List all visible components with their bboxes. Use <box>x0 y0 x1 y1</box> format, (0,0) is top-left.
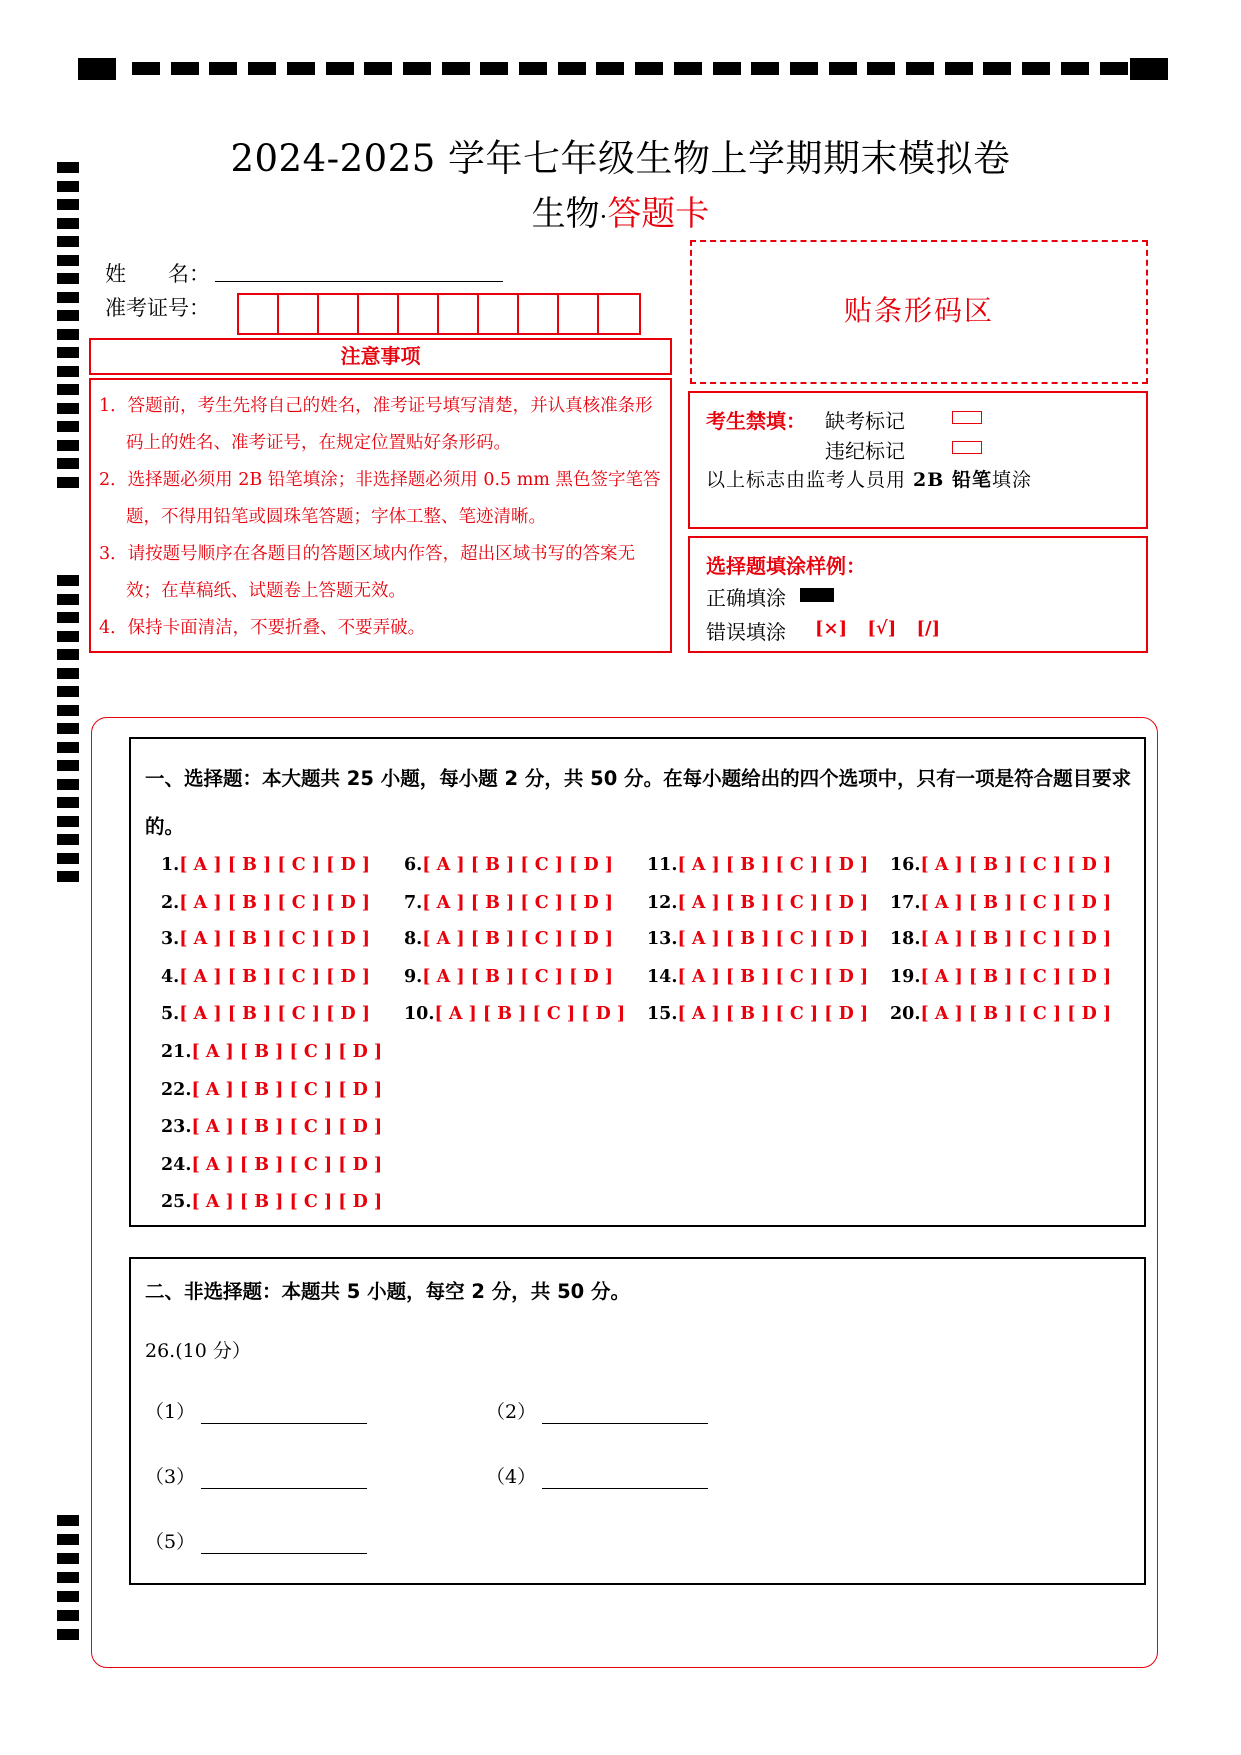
mc-options[interactable]: [ A ] [ B ] [ C ] [ D ] <box>422 967 614 987</box>
id-digit-box[interactable] <box>319 295 359 333</box>
mc-question[interactable] <box>647 1004 868 1024</box>
mc-question-number: 12. <box>647 893 678 913</box>
mc-options[interactable]: [ A ] [ B ] [ C ] [ D ] <box>920 893 1112 913</box>
page-title: 2024-2025 学年七年级生物上学期期末模拟卷 <box>230 137 1011 180</box>
absent-mark-label: 缺考标记 <box>825 409 905 433</box>
fill-sample-box <box>688 536 1148 653</box>
id-digit-box[interactable] <box>599 295 639 333</box>
mc-question[interactable] <box>890 929 1111 949</box>
blank-line[interactable] <box>542 1470 708 1489</box>
proctor-note <box>706 465 1032 492</box>
mc-options[interactable]: [ A ] [ B ] [ C ] [ D ] <box>191 1117 383 1137</box>
mc-question[interactable] <box>404 855 613 875</box>
mc-question-number: 18. <box>890 929 921 949</box>
mc-question-number: 9. <box>404 967 423 987</box>
mc-question-number: 6. <box>404 855 423 875</box>
answer-blank[interactable] <box>145 1527 367 1554</box>
mc-question-number: 11. <box>647 855 678 875</box>
mc-options[interactable]: [ A ] [ B ] [ C ] [ D ] <box>920 855 1112 875</box>
mc-options[interactable]: [ A ] [ B ] [ C ] [ D ] <box>677 855 869 875</box>
id-digit-box[interactable] <box>519 295 559 333</box>
wrong-fill-marks: [×] [√] [/] <box>815 618 941 639</box>
correct-fill-label: 正确填涂 <box>706 586 786 610</box>
mc-question[interactable] <box>161 893 370 913</box>
mc-options[interactable]: [ A ] [ B ] [ C ] [ D ] <box>434 1004 626 1024</box>
blank-line[interactable] <box>542 1405 708 1424</box>
mc-options[interactable]: [ A ] [ B ] [ C ] [ D ] <box>677 1004 869 1024</box>
mc-question[interactable] <box>161 855 370 875</box>
notice-heading: 注意事项 <box>89 338 672 375</box>
mc-question[interactable] <box>161 929 370 949</box>
blank-label: （3） <box>145 1466 196 1488</box>
mc-question[interactable] <box>890 967 1111 987</box>
notice-item: 3．请按题号顺序在各题目的答题区域内作答，超出区域书写的答案无效；在草稿纸、试题卷上答题无效。 <box>99 544 636 601</box>
mc-question[interactable] <box>404 967 613 987</box>
mc-options[interactable]: [ A ] [ B ] [ C ] [ D ] <box>422 929 614 949</box>
mc-question-number: 1. <box>161 855 180 875</box>
mc-question-number: 17. <box>890 893 921 913</box>
exam-id-label: 准考证号： <box>105 296 210 320</box>
mc-options[interactable]: [ A ] [ B ] [ C ] [ D ] <box>191 1154 383 1175</box>
name-label: 姓 名： <box>105 262 210 286</box>
mc-question-number: 21. <box>161 1042 192 1062</box>
notice-body <box>89 378 672 653</box>
mc-question-number: 13. <box>647 929 678 949</box>
mc-question[interactable] <box>647 855 868 875</box>
fill-sample-title: 选择题填涂样例： <box>706 554 866 578</box>
blank-label: （2） <box>486 1401 537 1423</box>
mc-question-number: 8. <box>404 929 423 949</box>
blank-label: （4） <box>486 1466 537 1488</box>
mc-question-number: 22. <box>161 1079 192 1100</box>
proctor-note-bold: 2B 铅笔 <box>913 469 992 491</box>
mc-options[interactable]: [ A ] [ B ] [ C ] [ D ] <box>179 855 371 875</box>
mc-question[interactable] <box>404 929 613 949</box>
subtitle-separator: · <box>599 203 608 231</box>
answer-blank[interactable] <box>145 1397 367 1424</box>
absent-mark-box[interactable] <box>952 411 982 424</box>
mc-options[interactable]: [ A ] [ B ] [ C ] [ D ] <box>191 1079 383 1100</box>
card-label: 答题卡 <box>607 194 710 234</box>
mc-question[interactable] <box>890 1004 1111 1024</box>
mc-options[interactable]: [ A ] [ B ] [ C ] [ D ] <box>677 893 869 913</box>
mc-question-number: 19. <box>890 967 921 987</box>
mc-options[interactable]: [ A ] [ B ] [ C ] [ D ] <box>677 967 869 987</box>
correct-fill-mark <box>800 588 834 602</box>
free-response-section <box>129 1257 1146 1585</box>
mc-options[interactable]: [ A ] [ B ] [ C ] [ D ] <box>179 893 371 913</box>
exam-id-boxes[interactable] <box>237 293 641 335</box>
notice-item: 1．答题前，考生先将自己的姓名，准考证号填写清楚，并认真核准条形码上的姓名、准考证号，在规定位置贴好条形码。 <box>99 396 653 453</box>
id-digit-box[interactable] <box>359 295 399 333</box>
mc-question[interactable] <box>161 1004 370 1024</box>
mc-question[interactable] <box>890 893 1111 913</box>
mc-options[interactable]: [ A ] [ B ] [ C ] [ D ] <box>191 1192 383 1212</box>
mc-question[interactable] <box>404 1004 625 1024</box>
multiple-choice-section <box>129 737 1146 1227</box>
notice-item: 2．选择题必须用 2B 铅笔填涂；非选择题必须用 0.5 mm 黑色签字笔答题，不得用铅笔或圆珠笔答题；字体工整、笔迹清晰。 <box>99 470 661 527</box>
page-subtitle <box>0 186 1241 235</box>
name-field[interactable] <box>215 281 503 282</box>
mc-options[interactable]: [ A ] [ B ] [ C ] [ D ] <box>191 1042 383 1062</box>
mc-question[interactable] <box>161 1155 382 1175</box>
blank-line[interactable] <box>201 1405 367 1424</box>
violation-mark-box[interactable] <box>952 441 982 454</box>
blank-label: （1） <box>145 1401 196 1423</box>
violation-mark-label: 违纪标记 <box>825 439 905 463</box>
id-digit-box[interactable] <box>479 295 519 333</box>
mc-question[interactable] <box>890 855 1111 875</box>
mc-question[interactable] <box>161 1080 382 1100</box>
answer-blank[interactable] <box>486 1462 708 1489</box>
top-timing-marks <box>78 58 1168 80</box>
mc-question[interactable] <box>161 1117 382 1137</box>
mc-question[interactable] <box>161 967 370 987</box>
mc-question-number: 15. <box>647 1004 678 1024</box>
mc-question-number: 4. <box>161 967 180 987</box>
blank-label: （5） <box>145 1531 196 1553</box>
answer-blank[interactable] <box>145 1462 367 1489</box>
mc-question[interactable] <box>647 929 868 949</box>
multiple-choice-title: 一、选择题：本大题共 25 小题，每小题 2 分，共 50 分。在每小题给出的四个选项中，只有一项是符合题目要求的。 <box>145 767 1132 838</box>
answer-blank[interactable] <box>486 1397 708 1424</box>
mc-options[interactable]: [ A ] [ B ] [ C ] [ D ] <box>179 1004 371 1024</box>
question-26-label: 26.(10 分） <box>145 1340 251 1362</box>
mc-question[interactable] <box>404 893 613 913</box>
mc-options[interactable]: [ A ] [ B ] [ C ] [ D ] <box>179 929 371 949</box>
mc-question-number: 3. <box>161 929 180 949</box>
mc-question-number: 20. <box>890 1004 921 1024</box>
id-digit-box[interactable] <box>439 295 479 333</box>
id-digit-box[interactable] <box>559 295 599 333</box>
candidate-restricted-title: 考生禁填： <box>706 409 806 433</box>
free-response-title: 二、非选择题：本题共 5 小题，每空 2 分，共 50 分。 <box>145 1280 631 1303</box>
blank-line[interactable] <box>201 1470 367 1489</box>
mc-options[interactable]: [ A ] [ B ] [ C ] [ D ] <box>920 967 1112 987</box>
mc-question-number: 16. <box>890 855 921 875</box>
candidate-restricted-box <box>688 391 1148 529</box>
mc-question[interactable] <box>161 1042 382 1062</box>
mc-options[interactable]: [ A ] [ B ] [ C ] [ D ] <box>677 929 869 949</box>
proctor-note-pre: 以上标志由监考人员用 <box>706 469 914 491</box>
subject-name: 生物 <box>531 194 600 234</box>
proctor-note-post: 填涂 <box>991 469 1032 491</box>
blank-line[interactable] <box>201 1535 367 1554</box>
mc-question-number: 10. <box>404 1004 435 1024</box>
mc-options[interactable]: [ A ] [ B ] [ C ] [ D ] <box>920 929 1112 949</box>
mc-question-number: 23. <box>161 1117 192 1137</box>
mc-question-number: 2. <box>161 893 180 913</box>
notice-item: 4．保持卡面清洁，不要折叠、不要弄破。 <box>99 618 426 638</box>
mc-options[interactable]: [ A ] [ B ] [ C ] [ D ] <box>422 893 614 913</box>
mc-question-number: 5. <box>161 1004 180 1024</box>
id-digit-box[interactable] <box>279 295 319 333</box>
mc-question-number: 24. <box>161 1154 192 1175</box>
mc-options[interactable]: [ A ] [ B ] [ C ] [ D ] <box>179 967 371 987</box>
mc-question-number: 14. <box>647 967 678 987</box>
barcode-area: 贴条形码区 <box>690 240 1148 384</box>
mc-question[interactable] <box>161 1192 382 1212</box>
mc-options[interactable]: [ A ] [ B ] [ C ] [ D ] <box>422 855 614 875</box>
mc-question[interactable] <box>647 967 868 987</box>
mc-question-number: 25. <box>161 1192 192 1212</box>
mc-question-number: 7. <box>404 893 423 913</box>
wrong-fill-label: 错误填涂 <box>706 620 786 644</box>
id-digit-box[interactable] <box>239 295 279 333</box>
id-digit-box[interactable] <box>399 295 439 333</box>
mc-options[interactable]: [ A ] [ B ] [ C ] [ D ] <box>920 1004 1112 1024</box>
mc-question[interactable] <box>647 893 868 913</box>
